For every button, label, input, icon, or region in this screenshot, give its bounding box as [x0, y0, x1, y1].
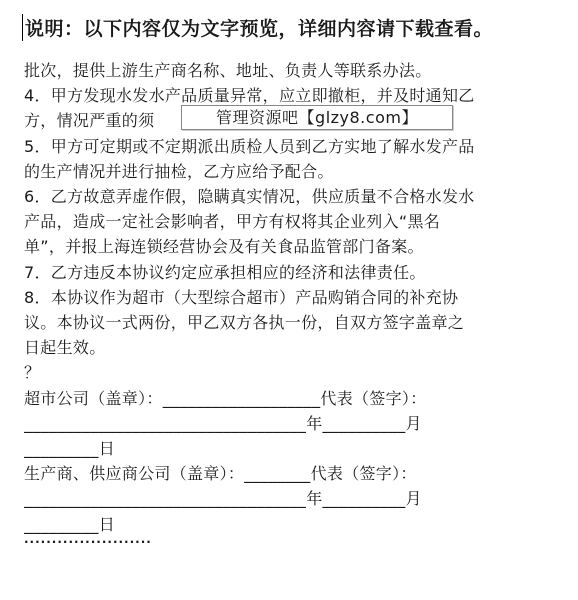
- date-line: __________________________________年__________月: [24, 413, 422, 433]
- signature-line: 超市公司（盖章）：___________________代表（签字）：: [24, 388, 427, 408]
- text-line: 日起生效。: [24, 338, 106, 358]
- text-line: 的生产情况并进行抽检，乙方应给予配合。: [24, 161, 334, 181]
- date-line: __________________________________年__________月: [24, 489, 422, 509]
- text-line: 产品，造成一定社会影响者，甲方有权将其企业列入“黑名: [24, 212, 441, 232]
- text-line: 5．甲方可定期或不定期派出质检人员到乙方实地了解水发产品: [24, 136, 475, 156]
- text-line: ？: [24, 363, 41, 383]
- date-line: _________日: [24, 439, 115, 459]
- text-line: 8．本协议作为超市（大型综合超市）产品购销合同的补充协: [24, 287, 459, 307]
- date-line: _________日: [24, 514, 115, 534]
- text-line: 议。本协议一式两份，甲乙双方各执一份，自双方签字盖章之: [24, 313, 465, 333]
- watermark-banner: 管理资源吧【glzy8.com】: [181, 105, 453, 130]
- text-line: 批次，提供上游生产商名称、地址、负责人等联系办法。: [24, 61, 432, 80]
- text-line: 7．乙方违反本协议约定应承担相应的经济和法律责任。: [24, 262, 426, 282]
- signature-line: 生产商、供应商公司（盖章）：________代表（签字）：: [24, 464, 417, 484]
- text-line: 4．甲方发现水发水产品质量异常，应立即撤柜，并及时通知乙: [24, 86, 475, 106]
- text-line: 6．乙方故意弄虚作假，隐瞒真实情况，供应质量不合格水发水: [24, 187, 475, 207]
- text-line: 单”，并报上海连锁经营协会及有关食品监管部门备案。: [24, 237, 424, 257]
- text-line: 方，情况严重的须: [24, 111, 155, 131]
- trailing-dots: ·······················: [24, 535, 152, 549]
- preview-notice: 说明：以下内容仅为文字预览，详细内容请下载查看。: [22, 14, 493, 41]
